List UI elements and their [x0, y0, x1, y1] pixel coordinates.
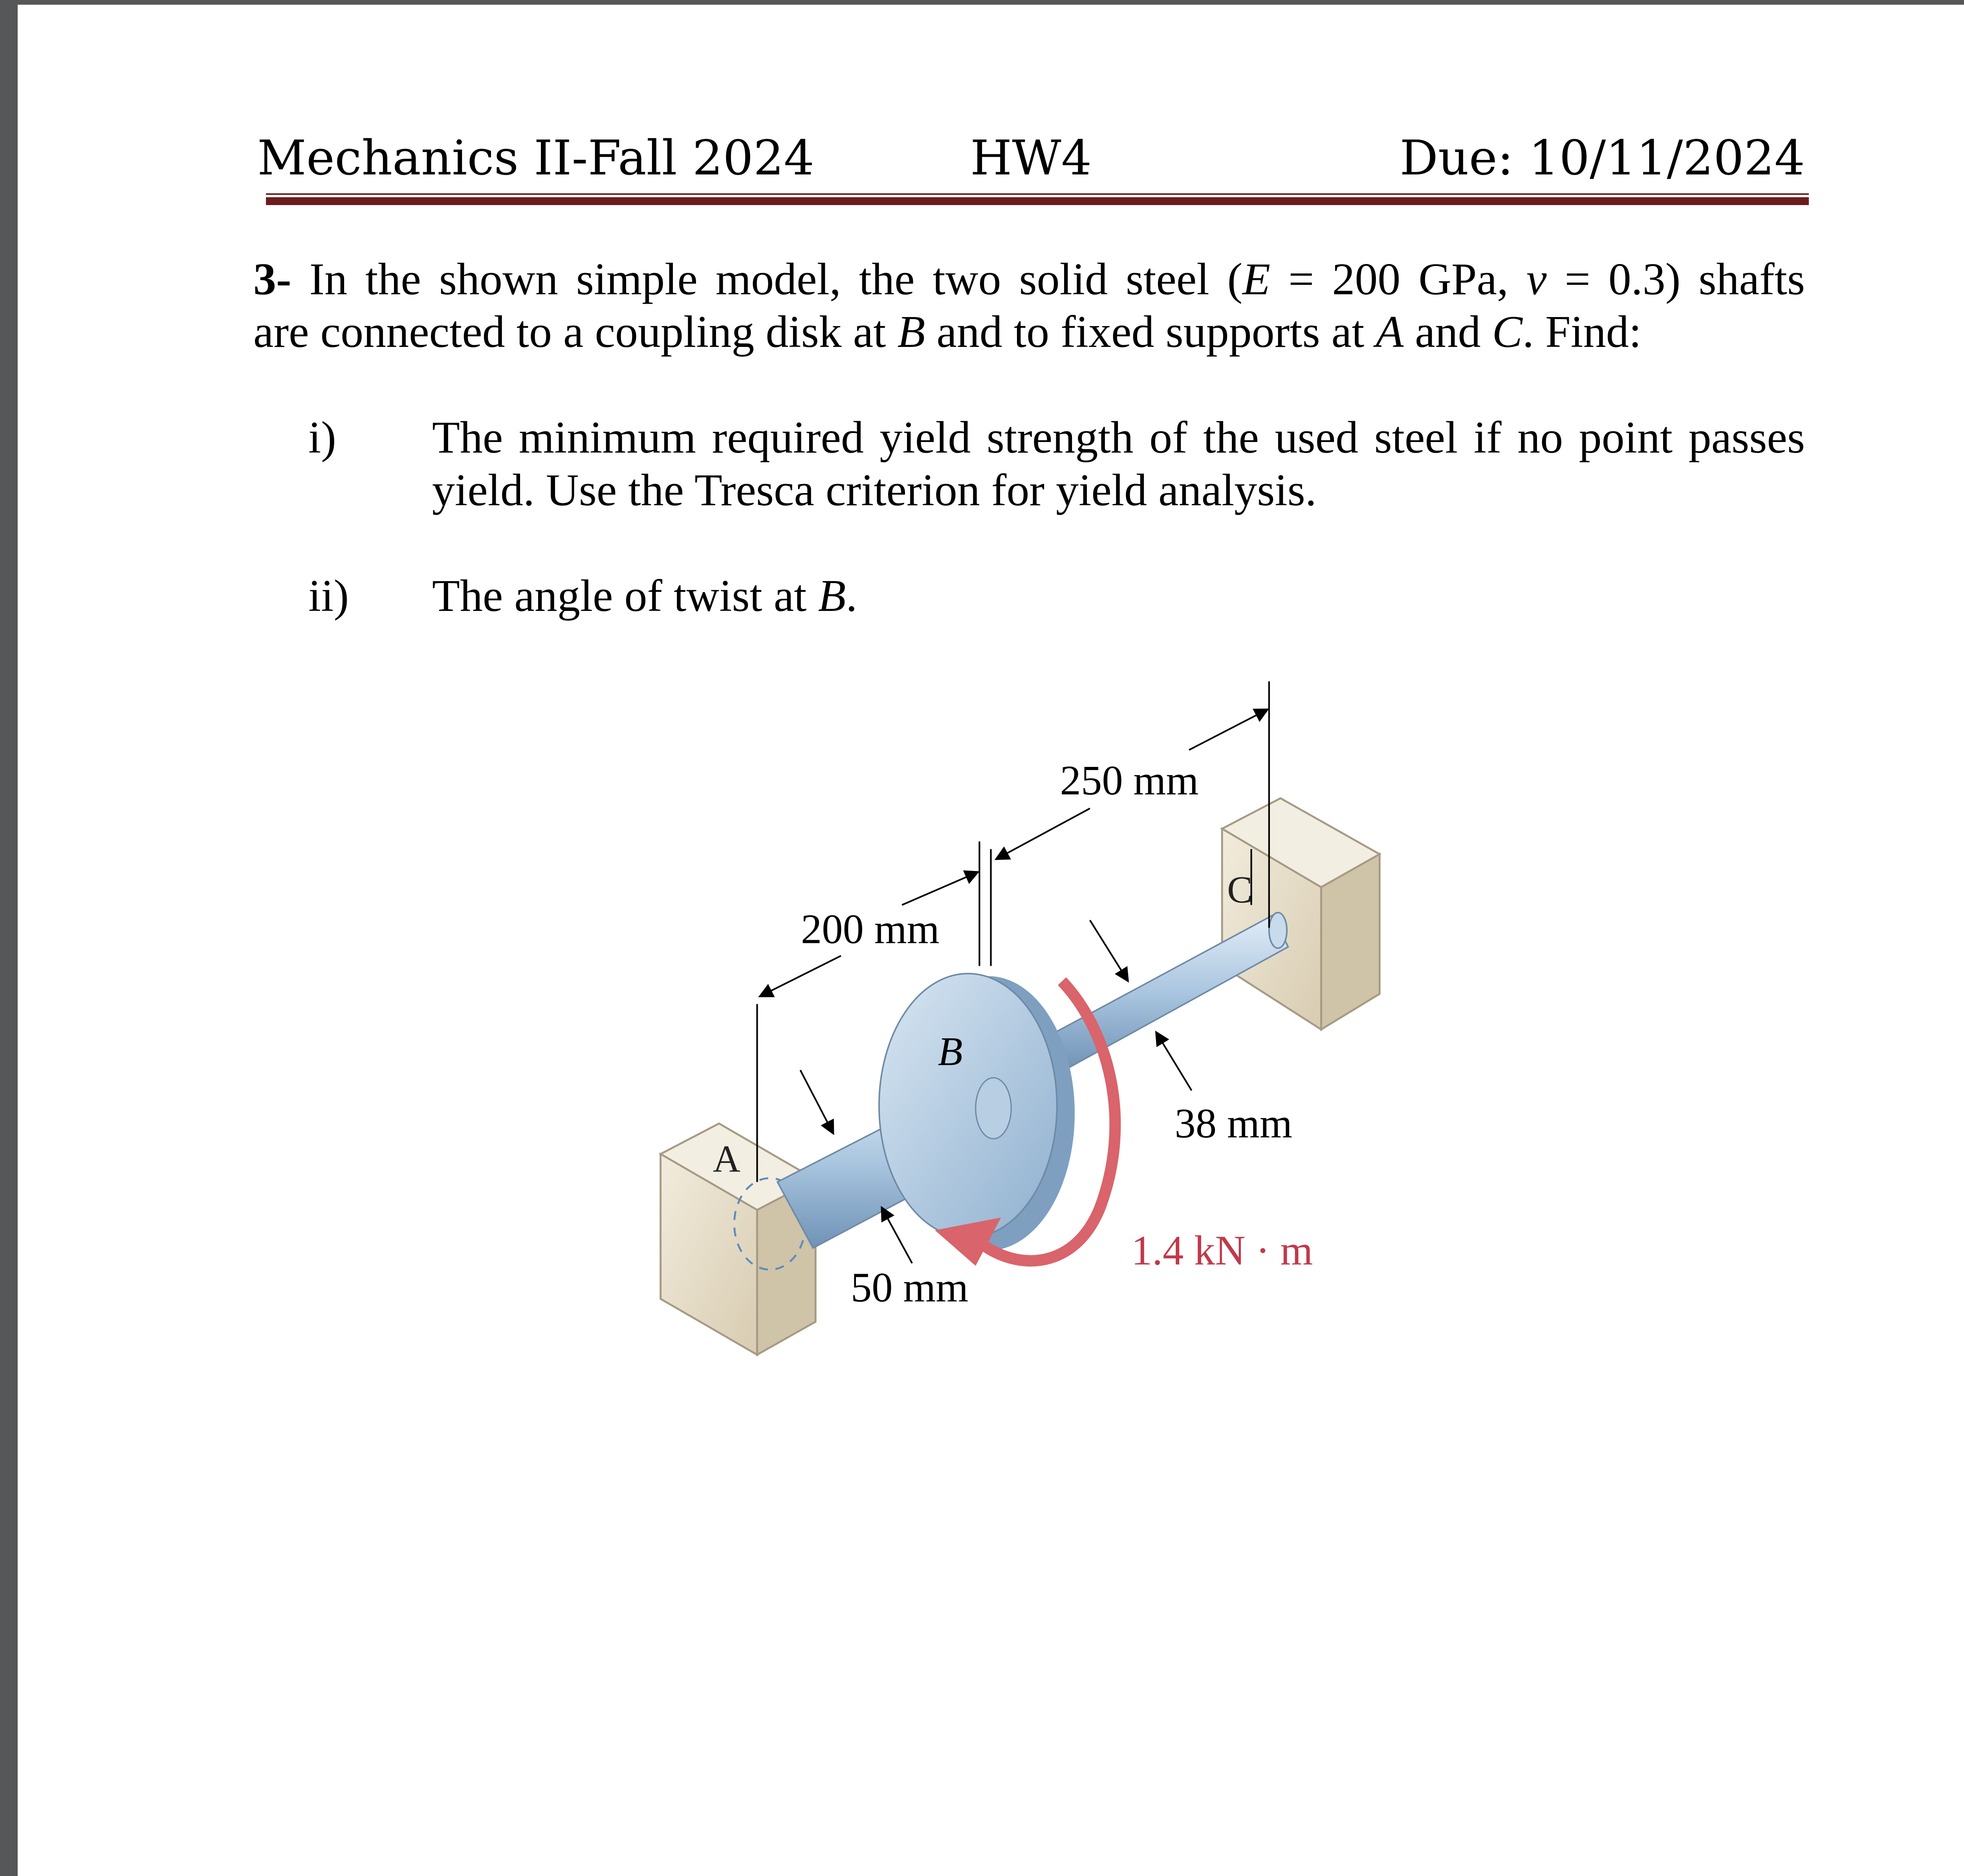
header-due-date: Due: 10/11/2024 [1400, 130, 1805, 186]
coupling-disk-b [879, 974, 1075, 1251]
torque-label: 1.4 kN · m [1131, 1227, 1313, 1274]
header-assignment: HW4 [970, 130, 1092, 186]
header-course: Mechanics II-Fall 2024 [257, 130, 815, 186]
problem-number: 3- [253, 254, 291, 304]
poisson-symbol: ν [1526, 254, 1547, 304]
item-ii-line: The angle of twist at B. [432, 571, 857, 621]
dimension-38-label: 38 mm [1174, 1100, 1292, 1147]
dimension-50-label: 50 mm [850, 1264, 969, 1311]
problem-line-1: 3- In the shown simple model, the two solid steel (E = 200 GPa, ν = 0.3) shafts [253, 254, 1805, 304]
dimension-200-label: 200 mm [801, 906, 940, 953]
point-b-label: B [938, 1029, 963, 1074]
problem-line-2: are connected to a coupling disk at B and to fixed supports at A and C. Find: [253, 307, 1642, 357]
support-c-block [1222, 798, 1380, 1030]
item-i-line-1: The minimum required yield strength of the used steel if no point passes [432, 413, 1805, 463]
item-i-line-2: yield. Use the Tresca criterion for yield analysis. [432, 465, 1317, 515]
document-page [18, 5, 1964, 1876]
point-a-label: A [713, 1138, 740, 1180]
item-ii-label: ii) [308, 571, 349, 621]
item-i-label: i) [308, 413, 336, 463]
modulus-symbol: E [1242, 254, 1270, 304]
point-c-label: C [1227, 868, 1253, 911]
dimension-250-label: 250 mm [1060, 757, 1199, 804]
